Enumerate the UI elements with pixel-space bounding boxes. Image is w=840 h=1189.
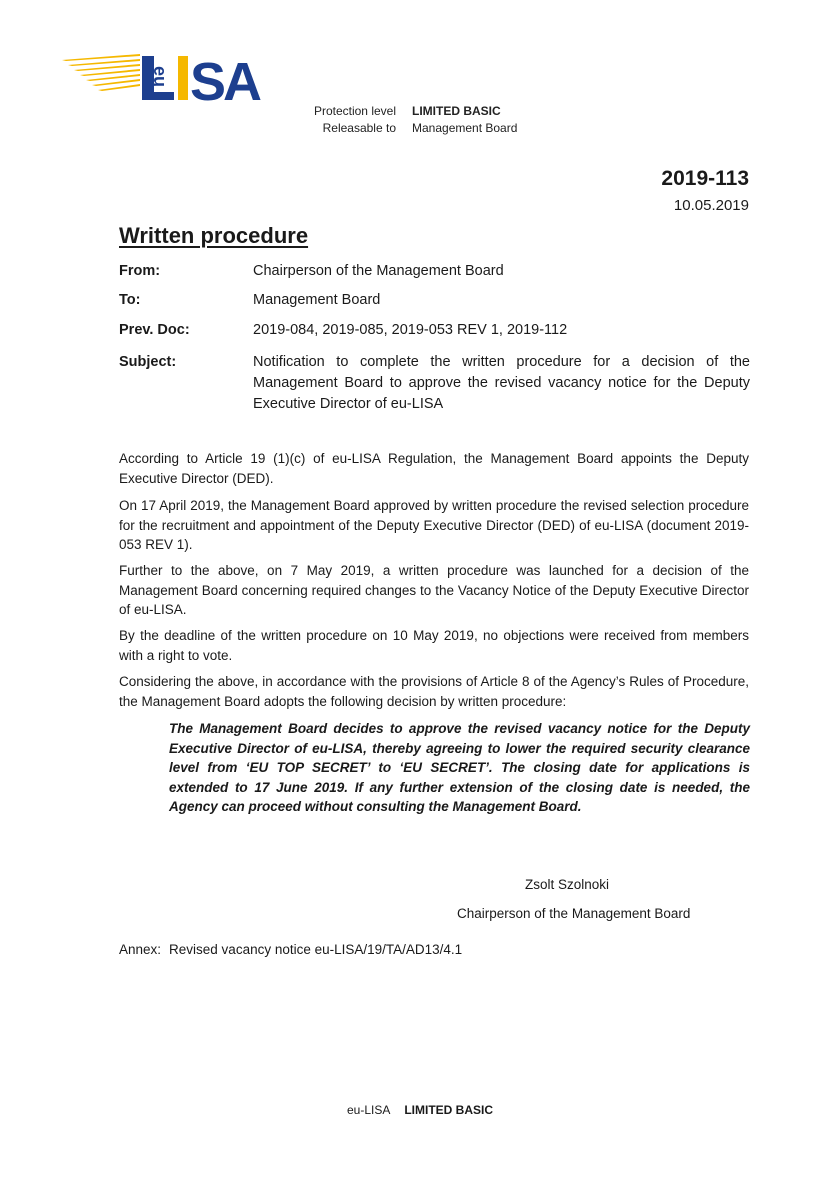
document-number: 2019-113 [661, 167, 749, 190]
signatory-name: Zsolt Szolnoki [525, 877, 610, 892]
page-title: Written procedure [119, 223, 309, 248]
paragraph-1: According to Article 19 (1)(c) of eu-LISA Regulation, the Management Board appoints the Deputy Executive Director (DED). [119, 451, 749, 486]
signatory-role: Chairperson of the Management Board [457, 906, 691, 921]
from-value: Chairperson of the Management Board [253, 263, 504, 279]
prev-doc-value: 2019-084, 2019-085, 2019-053 REV 1, 2019-112 [253, 322, 568, 338]
protection-level-value: LIMITED BASIC [412, 104, 501, 118]
decision-text: The Management Board decides to approve the revised vacancy notice for the Deputy Executive Director of eu-LISA, thereby agreeing to lower the required security clearance level from ‘EU TOP SECRET’ to ‘EU SECRET’. The closing date for applications is extended to 17 June 2019. If any further extension of the closing date is needed, the Agency can proceed without consulting the Management Board. [169, 721, 750, 814]
protection-info [296, 103, 517, 137]
annex-label: Annex: [119, 942, 162, 957]
subject-row [119, 352, 750, 415]
paragraph-4: By the deadline of the written procedure on 10 May 2019, no objections were received from members with a right to vote. [119, 628, 749, 663]
from-label: From: [119, 263, 161, 279]
document-date: 10.05.2019 [673, 197, 749, 214]
paragraph-3: Further to the above, on 7 May 2019, a written procedure was launched for a decision of the Management Board concerning required changes to the Vacancy Notice of the Deputy Executive Director of eu-LISA. [119, 563, 749, 617]
to-label: To: [119, 292, 141, 308]
footer-classification: LIMITED BASIC [404, 1103, 494, 1117]
releasable-to-label: Releasable to [322, 121, 396, 135]
from-row [119, 261, 750, 282]
logo-sa-text: SA [190, 52, 260, 106]
paragraph-2: On 17 April 2019, the Management Board approved by written procedure the revised selection procedure for the recruitment and appointment of the Deputy Executive Director (DED) of eu-LISA (document 2019-053 REV 1). [119, 498, 749, 552]
eu-lisa-logo [62, 50, 284, 106]
prev-doc-label: Prev. Doc: [119, 322, 190, 338]
releasable-to-value: Management Board [412, 121, 518, 135]
paragraph-5: Considering the above, in accordance with the provisions of Article 8 of the Agency’s Rules of Procedure, the Management Board adopts the following decision by written procedure: [119, 674, 749, 709]
to-row [119, 290, 750, 311]
to-value: Management Board [253, 292, 381, 308]
prev-doc-row [119, 320, 750, 341]
protection-level-label: Protection level [313, 104, 396, 118]
footer [0, 1103, 840, 1117]
subject-label: Subject: [119, 354, 177, 370]
logo-graphic [62, 50, 284, 106]
annex-value: Revised vacancy notice eu-LISA/19/TA/AD13/4.1 [169, 942, 463, 957]
logo-eu-text: eu [150, 66, 170, 88]
annex [119, 942, 462, 957]
footer-org: eu-LISA [346, 1103, 391, 1117]
subject-value: Notification to complete the written procedure for a decision of the Management Board to approve the revised vacancy notice for the Deputy Executive Director of eu-LISA [253, 354, 750, 412]
